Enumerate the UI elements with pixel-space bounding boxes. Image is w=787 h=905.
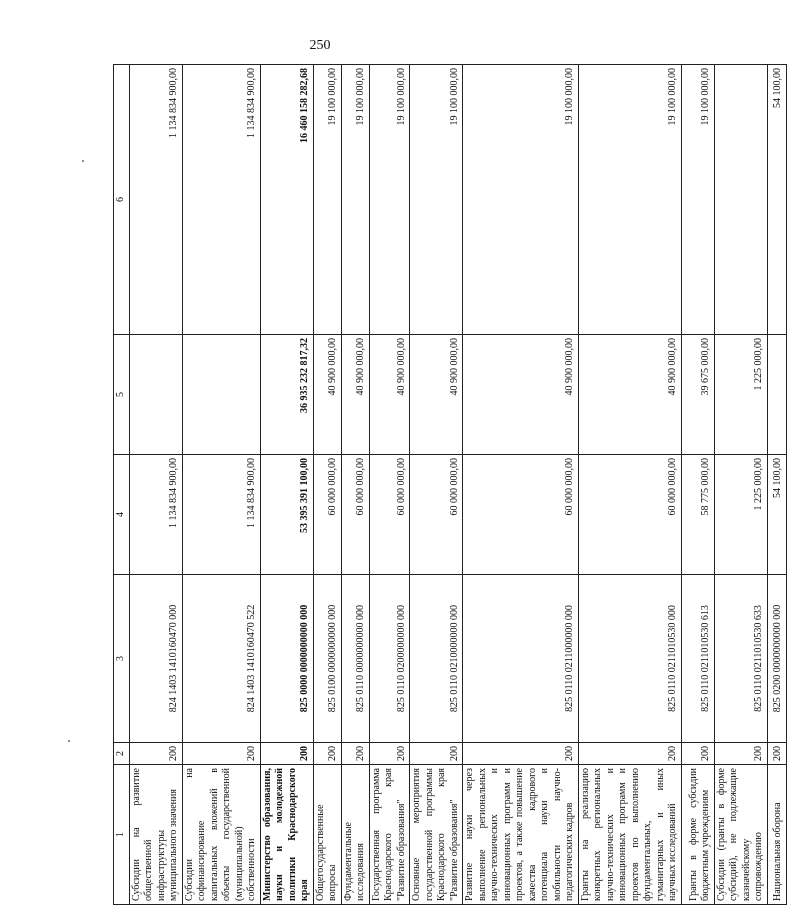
row-amount-6: 19 100 000,00 [341, 65, 369, 335]
row-name: Субсидии на развитие общественной инфраструктуры муниципального значения [129, 765, 182, 905]
row-amount-4: 60 000 000,00 [313, 455, 341, 575]
row-amount-6: 19 100 000,00 [681, 65, 714, 335]
row-amount-4: 60 000 000,00 [463, 455, 579, 575]
row-kbk: 825 0110 0211010530 613 [681, 575, 714, 743]
row-kbk: 825 0200 0000000000 000 [767, 575, 786, 743]
row-code: 200 [369, 743, 410, 765]
row-kbk: 825 0110 0210000000 000 [410, 575, 463, 743]
table-row [714, 65, 767, 905]
row-name: Министерство образования, науки и молодежной политики Краснодарского края [260, 765, 313, 905]
row-kbk: 824 1403 1410160470 522 [182, 575, 260, 743]
row-amount-6: 1 134 834 900,00 [129, 65, 182, 335]
page-number: 250 [309, 38, 331, 53]
row-amount-4: 60 000 000,00 [341, 455, 369, 575]
row-name: Субсидии (гранты в форме субсидий), не подлежащие казначейскому сопровождению [714, 765, 767, 905]
row-code: 200 [182, 743, 260, 765]
row-amount-4: 60 000 000,00 [410, 455, 463, 575]
row-name: Фундаментальные исследования [341, 765, 369, 905]
row-amount-6: 54 100,00 [767, 65, 786, 335]
table-row [578, 65, 681, 905]
row-kbk: 824 1403 1410160470 000 [129, 575, 182, 743]
budget-table-body [114, 65, 787, 905]
row-code: 200 [681, 743, 714, 765]
header-col-1: 1 [114, 765, 130, 905]
row-amount-5: 39 675 000,00 [681, 335, 714, 455]
table-row [341, 65, 369, 905]
header-col-3: 3 [114, 575, 130, 743]
row-kbk: 825 0110 0211010530 000 [578, 575, 681, 743]
header-col-2: 2 [114, 743, 130, 765]
row-amount-5: 40 900 000,00 [341, 335, 369, 455]
row-amount-5 [129, 335, 182, 455]
row-name: Основные мероприятия государственной программы Краснодарского края "Развитие образования" [410, 765, 463, 905]
row-code: 200 [714, 743, 767, 765]
header-row [114, 65, 130, 905]
row-amount-5: 40 900 000,00 [313, 335, 341, 455]
row-amount-5: 40 900 000,00 [369, 335, 410, 455]
budget-table [113, 64, 787, 905]
table-row [129, 65, 182, 905]
row-amount-5: 40 900 000,00 [463, 335, 579, 455]
row-amount-6: 19 100 000,00 [463, 65, 579, 335]
row-amount-4: 60 000 000,00 [369, 455, 410, 575]
scan-speck [82, 160, 84, 162]
row-amount-4: 54 100,00 [767, 455, 786, 575]
row-amount-4: 1 225 000,00 [714, 455, 767, 575]
row-amount-5: 40 900 000,00 [410, 335, 463, 455]
row-code: 200 [463, 743, 579, 765]
table-row [313, 65, 341, 905]
row-amount-6: 19 100 000,00 [313, 65, 341, 335]
row-code: 200 [260, 743, 313, 765]
row-kbk: 825 0110 0000000000 000 [341, 575, 369, 743]
header-col-4: 4 [114, 455, 130, 575]
row-amount-5: 40 900 000,00 [578, 335, 681, 455]
row-amount-6: 19 100 000,00 [369, 65, 410, 335]
row-amount-6: 19 100 000,00 [578, 65, 681, 335]
table-row [681, 65, 714, 905]
rotated-table-container [113, 65, 783, 905]
table-row [369, 65, 410, 905]
row-code: 200 [341, 743, 369, 765]
row-name: Национальная оборона [767, 765, 786, 905]
header-col-5: 5 [114, 335, 130, 455]
row-kbk: 825 0100 0000000000 000 [313, 575, 341, 743]
row-name: Гранты в форме субсидии бюджетным учреждениям [681, 765, 714, 905]
row-amount-4: 53 395 391 100,00 [260, 455, 313, 575]
row-code: 200 [767, 743, 786, 765]
row-amount-5 [767, 335, 786, 455]
row-amount-6: 1 134 834 900,00 [182, 65, 260, 335]
row-amount-6 [714, 65, 767, 335]
table-row [182, 65, 260, 905]
row-code: 200 [129, 743, 182, 765]
row-amount-5: 36 935 232 817,32 [260, 335, 313, 455]
row-amount-4: 1 134 834 900,00 [182, 455, 260, 575]
row-kbk: 825 0110 0211010530 633 [714, 575, 767, 743]
row-amount-6: 16 460 158 282,68 [260, 65, 313, 335]
row-amount-4: 1 134 834 900,00 [129, 455, 182, 575]
table-row [260, 65, 313, 905]
row-kbk: 825 0000 0000000000 000 [260, 575, 313, 743]
table-row [463, 65, 579, 905]
row-code: 200 [410, 743, 463, 765]
row-amount-4: 58 775 000,00 [681, 455, 714, 575]
row-name: Развитие науки через выполнение региональных научно-технических и инновационных программ и проектов, а также повышение качества кадрового потенциала науки и мобильности научно-педагогических кадров [463, 765, 579, 905]
row-name: Государственная программа Краснодарского края "Развитие образования" [369, 765, 410, 905]
rotated-table-area [113, 65, 783, 905]
row-name: Общегосударственные вопросы [313, 765, 341, 905]
row-name: Гранты на реализацию конкретных региональных научно-технических и инновационных программ и проектов по выполнению фундаментальных, гуманитарных и иных научных исследований [578, 765, 681, 905]
row-amount-5: 1 225 000,00 [714, 335, 767, 455]
row-kbk: 825 0110 0200000000 000 [369, 575, 410, 743]
row-kbk: 825 0110 0211000000 000 [463, 575, 579, 743]
header-col-6: 6 [114, 65, 130, 335]
row-amount-6: 19 100 000,00 [410, 65, 463, 335]
table-row [410, 65, 463, 905]
row-code: 200 [578, 743, 681, 765]
scan-speck [68, 740, 70, 742]
row-name: Субсидии на софинансирование капитальных вложений в объекты государственной (муниципальной) собственности [182, 765, 260, 905]
row-amount-4: 60 000 000,00 [578, 455, 681, 575]
row-amount-5 [182, 335, 260, 455]
table-row [767, 65, 786, 905]
row-code: 200 [313, 743, 341, 765]
